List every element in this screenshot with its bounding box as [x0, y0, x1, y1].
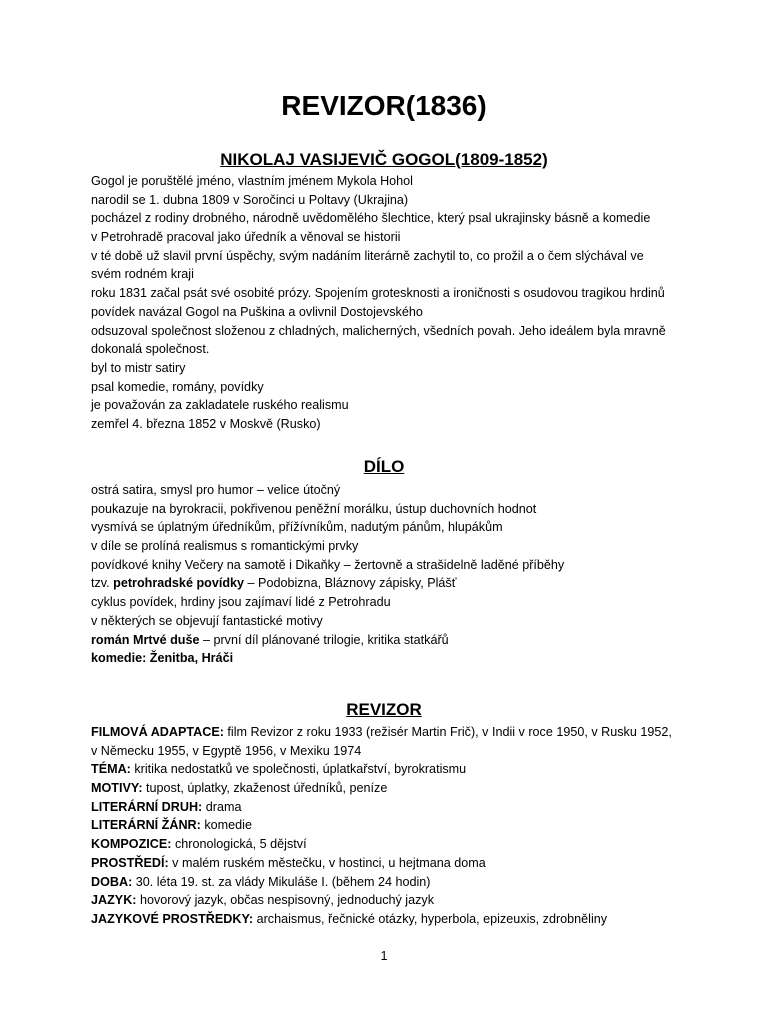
works-line-bold: komedie: Ženitba, Hráči: [91, 651, 234, 666]
works-line-text: cyklus povídek, hrdiny jsou zajímaví lidé z Petrohradu: [91, 595, 391, 610]
works-line-prefix: tzv.: [91, 576, 114, 591]
author-line: byl to mistr satiry: [91, 360, 186, 375]
revizor-line-text: archaismus, řečnické otázky, hyperbola, epizeuxis, zdrobněliny: [253, 911, 608, 926]
revizor-line-label: JAZYKOVÉ PROSTŘEDKY:: [91, 911, 254, 926]
revizor-line-label: DOBA:: [91, 874, 133, 889]
works-line-text: povídkové knihy Večery na samotě i Dikaňky – žertovně a strašidelně laděné příběhy: [91, 557, 565, 572]
revizor-line: [91, 723, 691, 742]
revizor-line-text: 30. léta 19. st. za vlády Mikuláše I. (během 24 hodin): [132, 874, 431, 889]
revizor-line-label: KOMPOZICE:: [91, 837, 172, 852]
works-line: [91, 500, 691, 519]
revizor-line-text: tupost, úplatky, zkaženost úředníků, peníze: [142, 781, 388, 796]
revizor-line: [91, 816, 691, 835]
revizor-line-label: LITERÁRNÍ ŽÁNR:: [91, 818, 201, 833]
author-line: Gogol je poruštělé jméno, vlastním jménem Mykola Hohol: [91, 174, 413, 188]
document-title: REVIZOR(1836): [281, 90, 487, 121]
works-line: [91, 593, 691, 612]
works-line: [91, 518, 691, 537]
revizor-line-continuation: v Německu 1955, v Egyptě 1956, v Mexiku 1974: [91, 743, 362, 758]
author-line: v té době už slavil první úspěchy, svým nadáním literárně zachytil to, co prožil a o čem slýchával ve svém rodném kraji: [91, 248, 644, 282]
revizor-line: [91, 873, 691, 892]
revizor-line: [91, 891, 691, 910]
author-line: odsuzoval společnost složenou z chladných, malicherných, všedních povah. Jeho ideálem byla mravně dokonalá společnost.: [91, 323, 666, 357]
works-lines: [91, 481, 691, 668]
revizor-line-text: kritika nedostatků ve společnosti, úplatkařství, byrokratismu: [130, 762, 467, 777]
revizor-line-label: JAZYK:: [91, 893, 137, 908]
author-line: roku 1831 začal psát své osobité prózy. Spojením grotesknosti a ironičnosti s osudovou tragikou hrdinů povídek navázal Gogol na Puškina a ovlivnil Dostojevského: [91, 286, 665, 319]
revizor-line: [91, 835, 691, 854]
works-line-bold: petrohradské povídky: [113, 576, 245, 591]
works-line: [91, 574, 691, 593]
works-line: [91, 537, 691, 556]
works-line: [91, 612, 691, 631]
author-lines: [91, 172, 691, 434]
author-line: psal komedie, romány, povídky: [91, 379, 264, 394]
author-line: zemřel 4. března 1852 v Moskvě (Rusko): [91, 417, 321, 432]
revizor-lines: [91, 723, 691, 929]
revizor-line-text: v malém ruském městečku, v hostinci, u hejtmana doma: [168, 855, 486, 870]
revizor-line: [91, 779, 691, 798]
works-line-text: vysmívá se úplatným úředníkům, přížívníkům, nadutým pánům, hlupákům: [91, 520, 503, 535]
author-line: je považován za zakladatele ruského realismu: [91, 398, 349, 413]
revizor-line: [91, 760, 691, 779]
revizor-line-text: drama: [202, 799, 242, 814]
works-line: [91, 556, 691, 575]
revizor-line-text: film Revizor z roku 1933 (režisér Martin Frič), v Indii v roce 1950, v Rusku 1952,: [223, 725, 672, 739]
revizor-line: [91, 798, 691, 817]
works-line-text: – první díl plánované trilogie, kritika statkářů: [199, 632, 449, 647]
works-line: [91, 481, 691, 500]
works-line-text: – Podobizna, Bláznovy zápisky, Plášť: [244, 576, 457, 591]
revizor-line-text: hovorový jazyk, občas nespisovný, jednoduchý jazyk: [136, 893, 434, 908]
revizor-line-label: PROSTŘEDÍ:: [91, 855, 169, 870]
revizor-line-text: komedie: [200, 818, 252, 833]
author-line: narodil se 1. dubna 1809 v Soročinci u Poltavy (Ukrajina): [91, 192, 409, 207]
revizor-heading: REVIZOR: [346, 700, 422, 719]
works-line-text: v díle se prolíná realismus s romantickými prvky: [91, 539, 359, 554]
revizor-line-label: LITERÁRNÍ DRUH:: [91, 799, 203, 814]
revizor-line-label: TÉMA:: [91, 762, 131, 777]
works-line-text: v některých se objevují fantastické motivy: [91, 613, 323, 628]
author-heading: NIKOLAJ VASIJEVIČ GOGOL(1809-1852): [220, 150, 548, 169]
revizor-line-label: FILMOVÁ ADAPTACE:: [91, 725, 224, 739]
works-heading: DÍLO: [363, 457, 405, 476]
revizor-line: [91, 854, 691, 873]
works-line: [91, 631, 691, 650]
revizor-line-text: chronologická, 5 dějství: [171, 837, 307, 852]
works-line-text: ostrá satira, smysl pro humor – velice útočný: [91, 483, 341, 497]
works-line: [91, 649, 691, 668]
works-line-bold: román Mrtvé duše: [91, 632, 200, 647]
page-number: 1: [380, 949, 388, 963]
revizor-line: [91, 910, 691, 929]
revizor-line-label: MOTIVY:: [91, 781, 143, 796]
author-line: pocházel z rodiny drobného, národně uvědomělého šlechtice, který psal ukrajinsky básně a komedie: [91, 211, 651, 226]
author-line: v Petrohradě pracoval jako úředník a věnoval se historii: [91, 230, 401, 245]
works-line-text: poukazuje na byrokracii, pokřivenou peněžní morálku, ústup duchovních hodnot: [91, 501, 537, 516]
